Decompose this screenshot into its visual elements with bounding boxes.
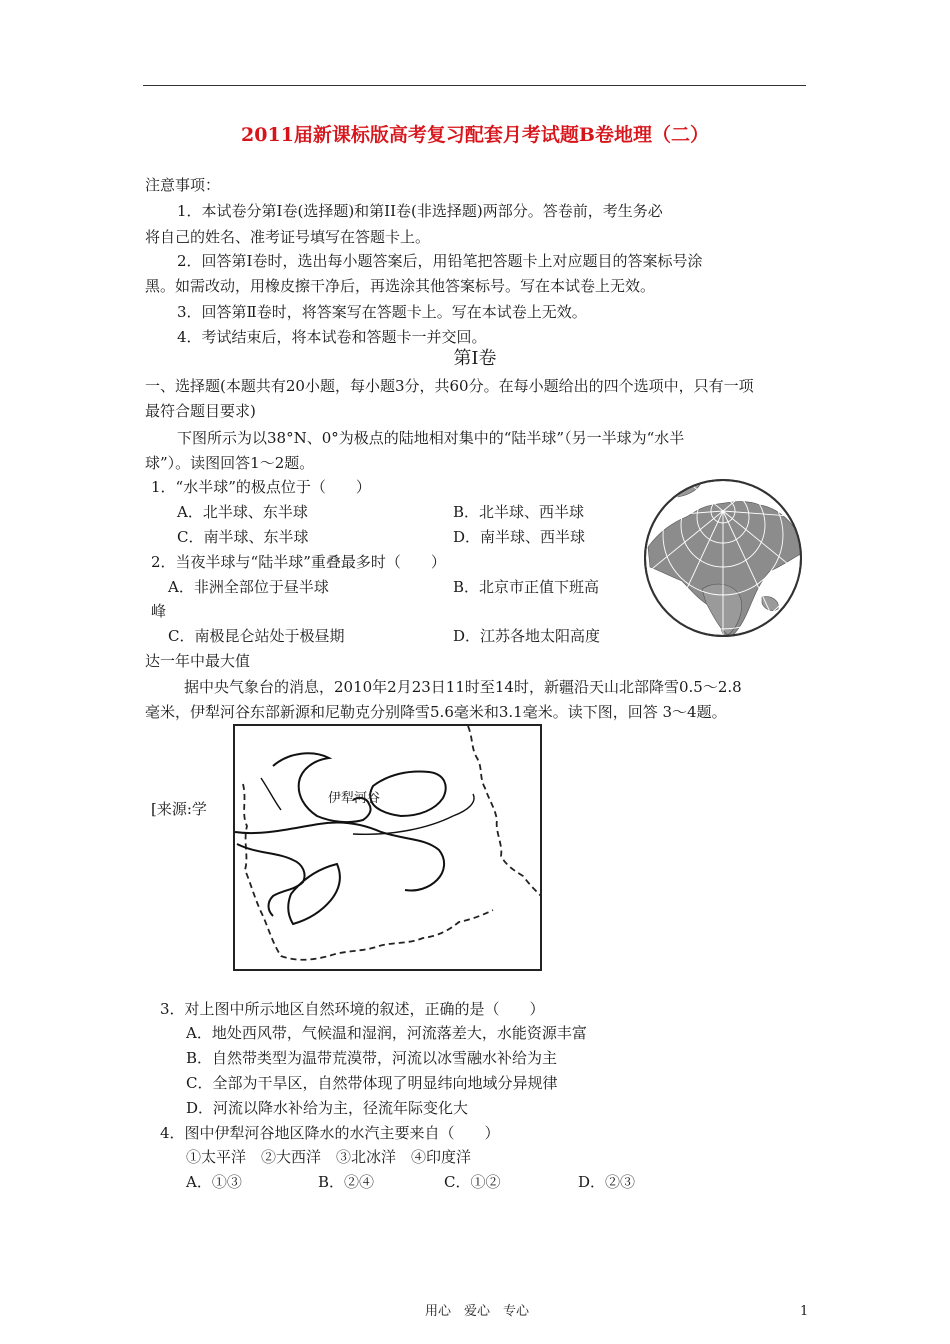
q2-option-b: B．北京市正值下班高 [453, 578, 600, 596]
intro1-line-2: 球”）。读图回答1～2题。 [145, 454, 315, 472]
q4-items: ①太平洋 ②大西洋 ③北冰洋 ④印度洋 [186, 1148, 472, 1166]
notice-line-3: 2．回答第I卷时，选出每小题答案后，用铅笔把答题卡上对应题目的答案标号涂 [177, 252, 703, 270]
part1-line-1: 一、选择题(本题共有20小题，每小题3分，共60分。在每小题给出的四个选项中，只有一项 [145, 377, 754, 395]
notice-heading: 注意事项： [145, 176, 221, 194]
q2-stem: 2．当夜半球与“陆半球”重叠最多时（ ） [151, 553, 446, 571]
page-title: 2011届新课标版高考复习配套月考试题B卷地理（二） [241, 124, 709, 146]
intro2-line-1: 据中央气象台的消息，2010年2月23日11时至14时，新疆沿天山北部降雪0.5～2.8 [184, 678, 742, 696]
notice-line-5: 3．回答第Ⅱ卷时，将答案写在答题卡上。写在本试卷上无效。 [177, 303, 587, 321]
q4-option-d: D．②③ [578, 1173, 636, 1191]
notice-line-6: 4．考试结束后，将本试卷和答题卡一并交回。 [177, 328, 487, 346]
q2-option-b-cont: 峰 [151, 602, 167, 620]
intro2-line-2: 毫米，伊犁河谷东部新源和尼勒克分别降雪5.6毫米和3.1毫米。读下图，回答 3～4题。 [145, 703, 727, 721]
q1-option-c: C．南半球、东半球 [177, 528, 309, 546]
q3-option-b: B．自然带类型为温带荒漠带，河流以冰雪融水补给为主 [186, 1049, 558, 1067]
notice-line-2: 将自己的姓名、准考证号填写在答题卡上。 [145, 228, 431, 246]
q4-option-a: A．①③ [186, 1173, 242, 1191]
part1-line-2: 最符合题目要求) [145, 402, 256, 420]
q1-option-b: B．北半球、西半球 [453, 503, 585, 521]
q2-option-c: C．南极昆仑站处于极昼期 [168, 627, 345, 645]
q3-stem: 3．对上图中所示地区自然环境的叙述，正确的是（ ） [160, 1000, 545, 1018]
map-label-ili-valley: 伊犁河谷 [328, 791, 381, 806]
q4-option-b: B．②④ [318, 1173, 375, 1191]
q2-option-d-cont: 达一年中最大值 [145, 652, 251, 670]
q1-option-d: D．南半球、西半球 [453, 528, 586, 546]
q4-stem: 4．图中伊犁河谷地区降水的水汽主要来自（ ） [160, 1124, 500, 1142]
notice-line-1: 1．本试卷分第I卷(选择题)和第II卷(非选择题)两部分。答卷前，考生务必 [177, 202, 663, 220]
globe-figure [642, 477, 804, 639]
q4-option-c: C．①② [444, 1173, 501, 1191]
page-number: 1 [800, 1304, 809, 1319]
q1-stem: 1．“水半球”的极点位于（ ） [151, 478, 371, 496]
notice-line-4: 黑。如需改动，用橡皮擦干净后，再选涂其他答案标号。写在本试卷上无效。 [145, 277, 656, 295]
intro1-line-1: 下图所示为以38°N、0°为极点的陆地相对集中的“陆半球”（另一半球为“水半 [177, 429, 685, 447]
section-heading: 第I卷 [453, 348, 497, 369]
ili-valley-map [233, 724, 542, 971]
q3-option-d: D．河流以降水补给为主，径流年际变化大 [186, 1099, 469, 1117]
q2-option-d: D．江苏各地太阳高度 [453, 627, 601, 645]
q2-option-a: A．非洲全部位于昼半球 [168, 578, 329, 596]
q1-option-a: A．北半球、东半球 [177, 503, 308, 521]
footer-motto: 用心 爱心 专心 [425, 1304, 530, 1319]
q3-option-a: A．地处西风带，气候温和湿润，河流落差大，水能资源丰富 [186, 1024, 587, 1042]
q3-option-c: C．全部为干旱区，自然带体现了明显纬向地域分异规律 [186, 1074, 558, 1092]
header-rule [143, 85, 806, 86]
source-note: [来源:学 [151, 800, 207, 818]
